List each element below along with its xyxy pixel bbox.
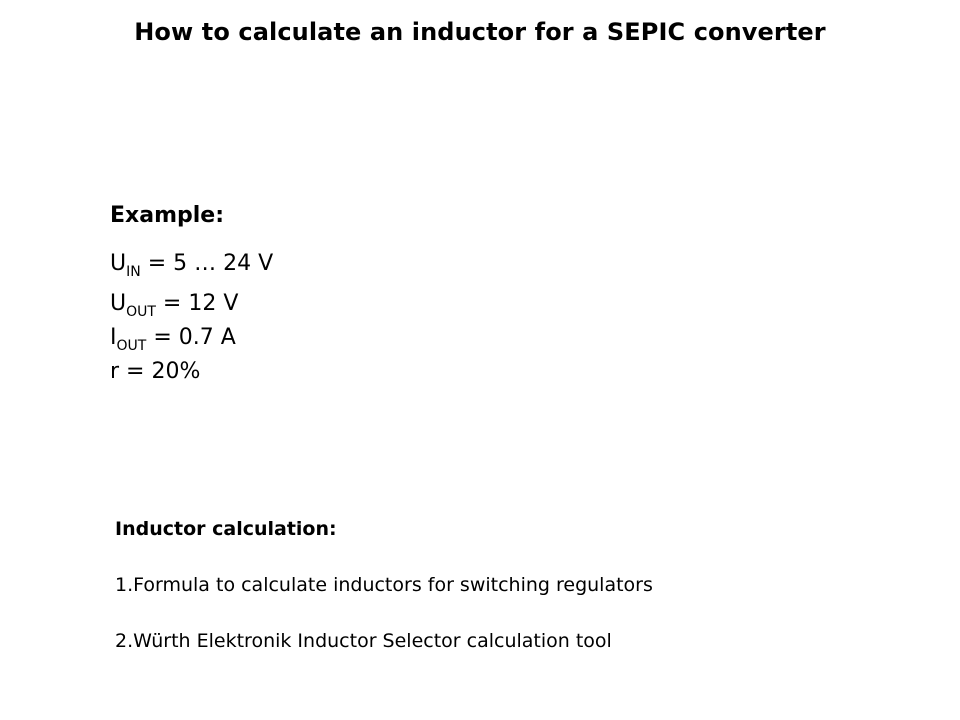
param-symbol: U xyxy=(110,251,127,276)
calculation-item-formula: 1.Formula to calculate inductors for switching regulators xyxy=(115,574,653,596)
calculation-heading: Inductor calculation: xyxy=(115,518,337,540)
calculation-item-tool: 2.Würth Elektronik Inductor Selector calculation tool xyxy=(115,630,612,652)
param-value: = 0.7 A xyxy=(146,325,236,350)
calculation-section xyxy=(115,514,915,656)
param-symbol: I xyxy=(110,325,117,350)
param-subscript: OUT xyxy=(126,304,156,320)
param-subscript: OUT xyxy=(116,338,147,354)
param-symbol: U xyxy=(110,291,127,316)
param-text: r = 20% xyxy=(110,359,201,384)
param-value: = 5 … 24 V xyxy=(140,251,274,276)
slide-title: How to calculate an inductor for a SEPIC converter xyxy=(134,18,826,46)
param-ripple-ratio xyxy=(110,356,610,388)
param-output-current xyxy=(110,322,610,356)
example-section xyxy=(110,200,610,388)
example-heading: Example: xyxy=(110,203,224,228)
param-subscript: IN xyxy=(126,264,141,280)
param-value: = 12 V xyxy=(155,291,239,316)
param-input-voltage xyxy=(110,248,610,282)
param-output-voltage xyxy=(110,288,610,322)
